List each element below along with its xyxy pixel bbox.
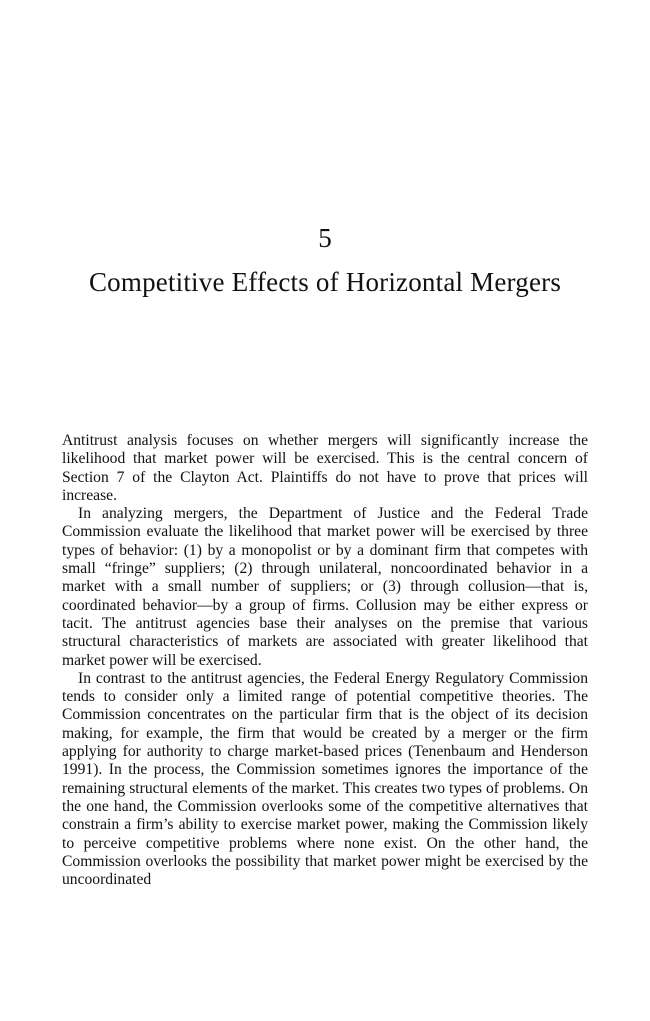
paragraph-3: In contrast to the antitrust agencies, the Federal Energy Regulatory Commission tends to consider only a limited range of potential competitive theories. The Commission concentrates on the particular firm that is the object of its decision making, for example, the firm that would be created by a merger or the firm applying for authority to charge market-based prices (Tenenbaum and Henderson 1991). In the process, the Commission sometimes ignores the importance of the remaining structural elements of the market. This creates two types of problems. On the one hand, the Commission overlooks some of the competitive alternatives that constrain a firm’s ability to exercise market power, making the Commission likely to perceive competitive problems where none exist. On the other hand, the Commission overlooks the possibility that market power might be exercised by the uncoordinated <box>62 669 588 889</box>
paragraph-1: Antitrust analysis focuses on whether mergers will significantly increase the likelihood that market power will be exercised. This is the central concern of Section 7 of the Clayton Act. Plaintiffs do not have to prove that prices will increase. <box>62 432 588 504</box>
paragraph-2: In analyzing mergers, the Department of Justice and the Federal Trade Commission evaluate the likelihood that market power will be exercised by three types of behavior: (1) by a monopolist or by a dominant firm that competes with small “fringe” suppliers; (2) through unilateral, noncoordinated behavior in a market with a small number of suppliers; or (3) through collusion—that is, coordinated behavior—by a group of firms. Collusion may be either express or tacit. The antitrust agencies base their analyses on the premise that various structural characteristics of markets are associated with greater likelihood that market power will be exercised. <box>62 505 588 669</box>
body-text <box>62 432 588 889</box>
chapter-number: 5 <box>318 223 332 253</box>
chapter-title: Competitive Effects of Horizontal Mergers <box>88 267 562 297</box>
